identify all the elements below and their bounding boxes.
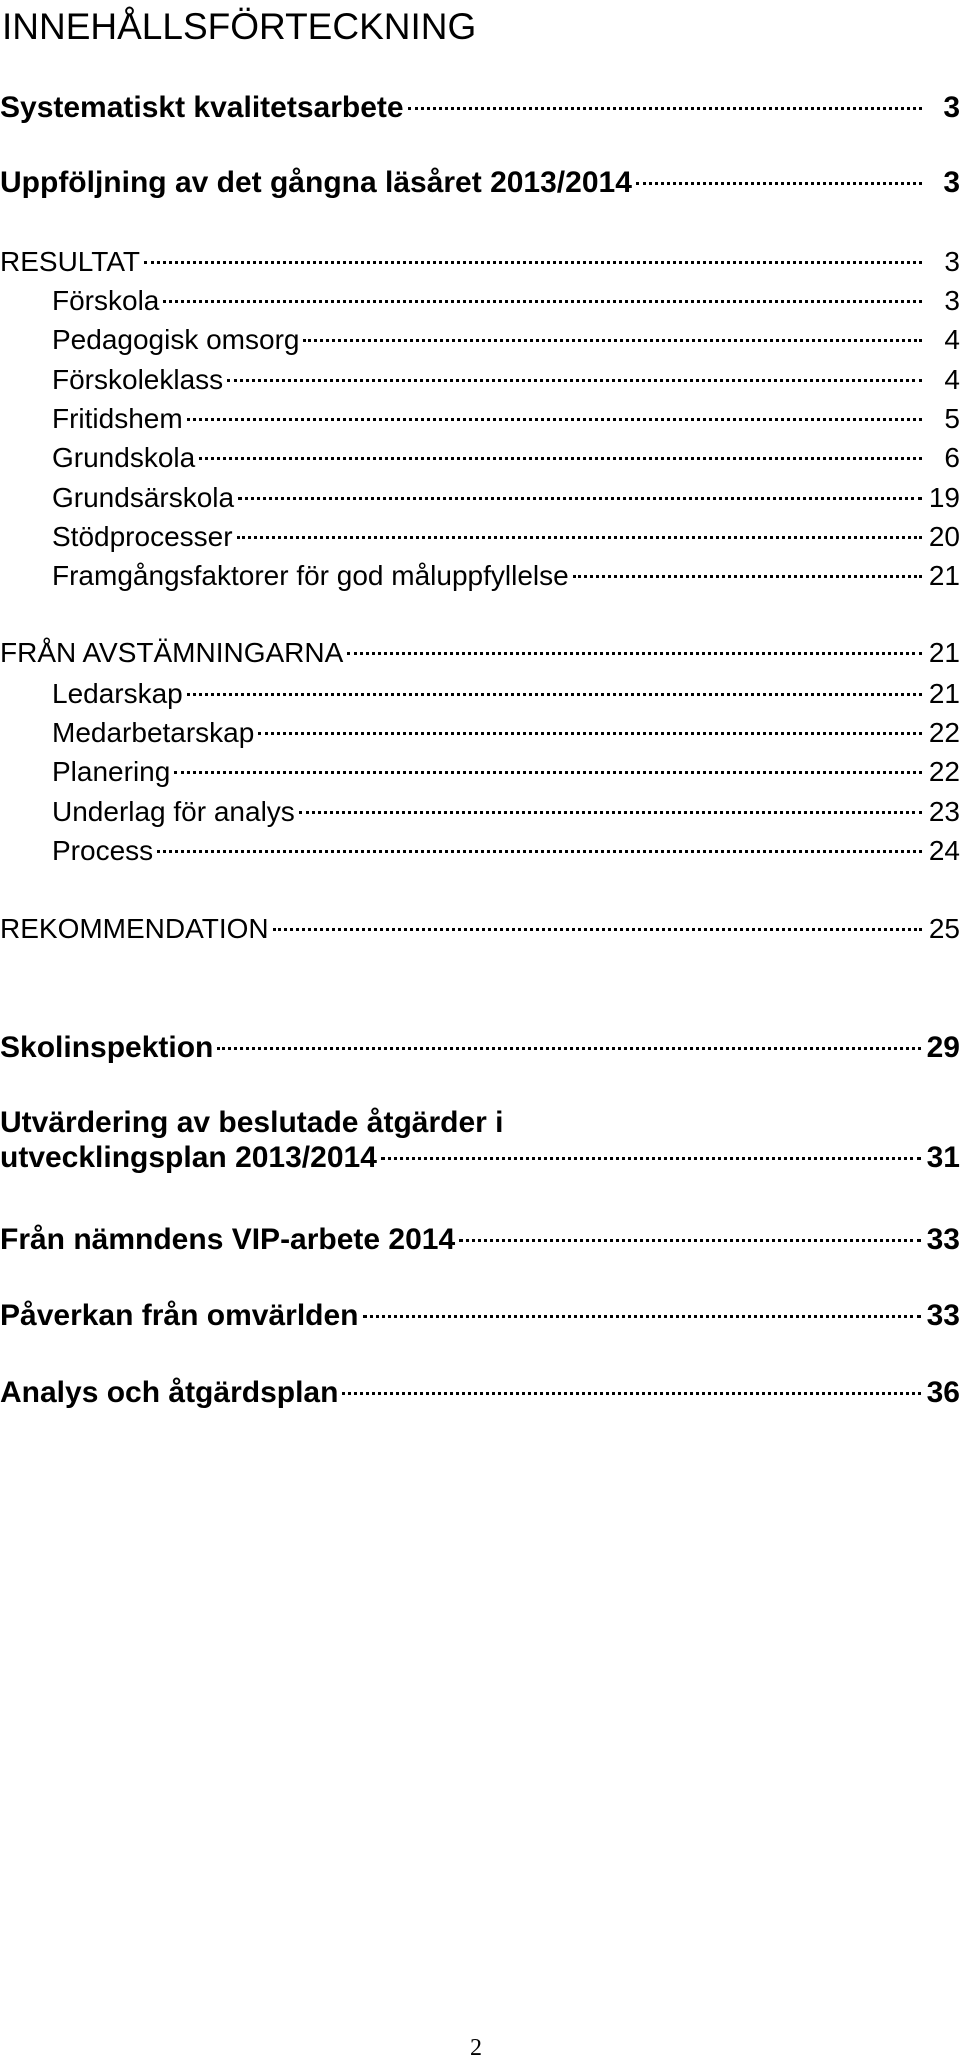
toc-entry-label: Grundskola xyxy=(52,442,196,473)
dot-leader xyxy=(342,1392,920,1395)
toc-entry-page-number: 3 xyxy=(944,246,960,277)
dot-leader xyxy=(381,1157,921,1160)
toc-entry-label: Förskola xyxy=(52,285,160,316)
dot-leader xyxy=(144,261,922,264)
toc-entry[interactable] xyxy=(52,442,960,474)
dot-leader xyxy=(237,536,922,539)
toc-entry-label: Analys och åtgärdsplan xyxy=(0,1376,339,1409)
dot-leader xyxy=(199,457,922,460)
dot-leader xyxy=(303,339,922,342)
dot-leader xyxy=(363,1315,921,1318)
toc-entry[interactable] xyxy=(0,166,960,201)
toc-entry-page-number: 22 xyxy=(928,717,960,748)
toc-entry-label-line-1: Utvärdering av beslutade åtgärder i xyxy=(0,1106,504,1139)
toc-entry[interactable] xyxy=(52,521,960,553)
dot-leader xyxy=(573,575,922,578)
dot-leader xyxy=(174,771,922,774)
toc-entry-page-number: 3 xyxy=(943,91,960,124)
toc-entry-page-number: 4 xyxy=(944,364,960,395)
dot-leader xyxy=(459,1239,920,1242)
toc-entry[interactable] xyxy=(52,285,960,317)
toc-entry-label: Ledarskap xyxy=(52,678,183,709)
toc-entry-label: Planering xyxy=(52,756,171,787)
toc-entry-label: Skolinspektion xyxy=(0,1031,214,1064)
toc-entry-label: Grundsärskola xyxy=(52,482,235,513)
dot-leader xyxy=(217,1047,920,1050)
toc-entry-label: Fritidshem xyxy=(52,403,183,434)
toc-entry-page-number: 25 xyxy=(928,913,960,944)
page-number: 2 xyxy=(470,2035,482,2061)
dot-leader xyxy=(273,928,922,931)
toc-entry-label: REKOMMENDATION xyxy=(0,913,269,944)
toc-entry-page-number: 6 xyxy=(944,442,960,473)
toc-entry-label: Påverkan från omvärlden xyxy=(0,1299,359,1332)
toc-entry[interactable] xyxy=(0,1106,960,1175)
toc-entry[interactable] xyxy=(0,91,960,126)
toc-entry-label: Framgångsfaktorer för god måluppfyllelse xyxy=(52,560,569,591)
toc-entry-page-number: 33 xyxy=(926,1223,960,1256)
toc-entry[interactable] xyxy=(52,756,960,788)
toc-entry-page-number: 31 xyxy=(926,1140,960,1174)
toc-entry-page-number: 22 xyxy=(928,756,960,787)
toc-entry[interactable] xyxy=(52,560,960,592)
toc-entry-page-number: 21 xyxy=(928,560,960,591)
toc-entry-page-number: 36 xyxy=(926,1376,960,1409)
dot-leader xyxy=(157,850,922,853)
toc-entry-label: RESULTAT xyxy=(0,246,141,277)
toc-entry-page-number: 24 xyxy=(928,835,960,866)
toc-entry[interactable] xyxy=(52,678,960,710)
toc-entry[interactable] xyxy=(0,1299,960,1334)
dot-leader xyxy=(299,811,922,814)
toc-entry[interactable] xyxy=(52,403,960,435)
toc-entry[interactable] xyxy=(0,1376,960,1411)
dot-leader xyxy=(238,497,922,500)
toc-entry[interactable] xyxy=(0,913,960,945)
toc-entry-label-line-2: utvecklingsplan 2013/2014 xyxy=(0,1140,377,1174)
dot-leader xyxy=(347,652,922,655)
dot-leader xyxy=(187,693,922,696)
toc-entry[interactable] xyxy=(52,717,960,749)
toc-entry[interactable] xyxy=(52,796,960,828)
dot-leader xyxy=(258,732,922,735)
toc-entry-label: Pedagogisk omsorg xyxy=(52,324,300,355)
toc-entry-label: Förskoleklass xyxy=(52,364,224,395)
toc-entry[interactable] xyxy=(0,246,960,278)
toc-entry-label: Stödprocesser xyxy=(52,521,233,552)
toc-entry-page-number: 20 xyxy=(928,521,960,552)
toc-entry[interactable] xyxy=(0,637,960,669)
toc-entry-label: Medarbetarskap xyxy=(52,717,255,748)
toc-entry-page-number: 21 xyxy=(928,637,960,668)
toc-entry[interactable] xyxy=(52,364,960,396)
toc-entry[interactable] xyxy=(52,835,960,867)
toc-entry-label: Systematiskt kvalitetsarbete xyxy=(0,91,404,124)
toc-entry-page-number: 21 xyxy=(928,678,960,709)
toc-entry-label: Uppföljning av det gångna läsåret 2013/2014 xyxy=(0,166,632,199)
toc-entry[interactable] xyxy=(52,324,960,356)
toc-entry-label: FRÅN AVSTÄMNINGARNA xyxy=(0,637,344,668)
dot-leader xyxy=(227,379,922,382)
toc-entry-page-number: 33 xyxy=(926,1299,960,1332)
toc-entry[interactable] xyxy=(0,1223,960,1258)
dot-leader xyxy=(636,182,922,185)
toc-entry-page-number: 23 xyxy=(928,796,960,827)
toc-entry-label: Från nämndens VIP-arbete 2014 xyxy=(0,1223,456,1256)
toc-entry-label: Underlag för analys xyxy=(52,796,295,827)
toc-entry-page-number: 3 xyxy=(944,285,960,316)
toc-entry-page-number: 3 xyxy=(943,166,960,199)
toc-entry-second-line xyxy=(0,1141,960,1176)
toc-entry[interactable] xyxy=(52,482,960,514)
dot-leader xyxy=(187,418,922,421)
toc-entry-page-number: 29 xyxy=(926,1031,960,1064)
toc-entry-page-number: 5 xyxy=(944,403,960,434)
dot-leader xyxy=(408,107,922,110)
table-of-contents-heading: INNEHÅLLSFÖRTECKNING xyxy=(2,6,477,47)
toc-entry-page-number: 4 xyxy=(944,324,960,355)
dot-leader xyxy=(163,300,922,303)
toc-entry-page-number: 19 xyxy=(928,482,960,513)
toc-entry[interactable] xyxy=(0,1031,960,1066)
toc-entry-label: Process xyxy=(52,835,154,866)
